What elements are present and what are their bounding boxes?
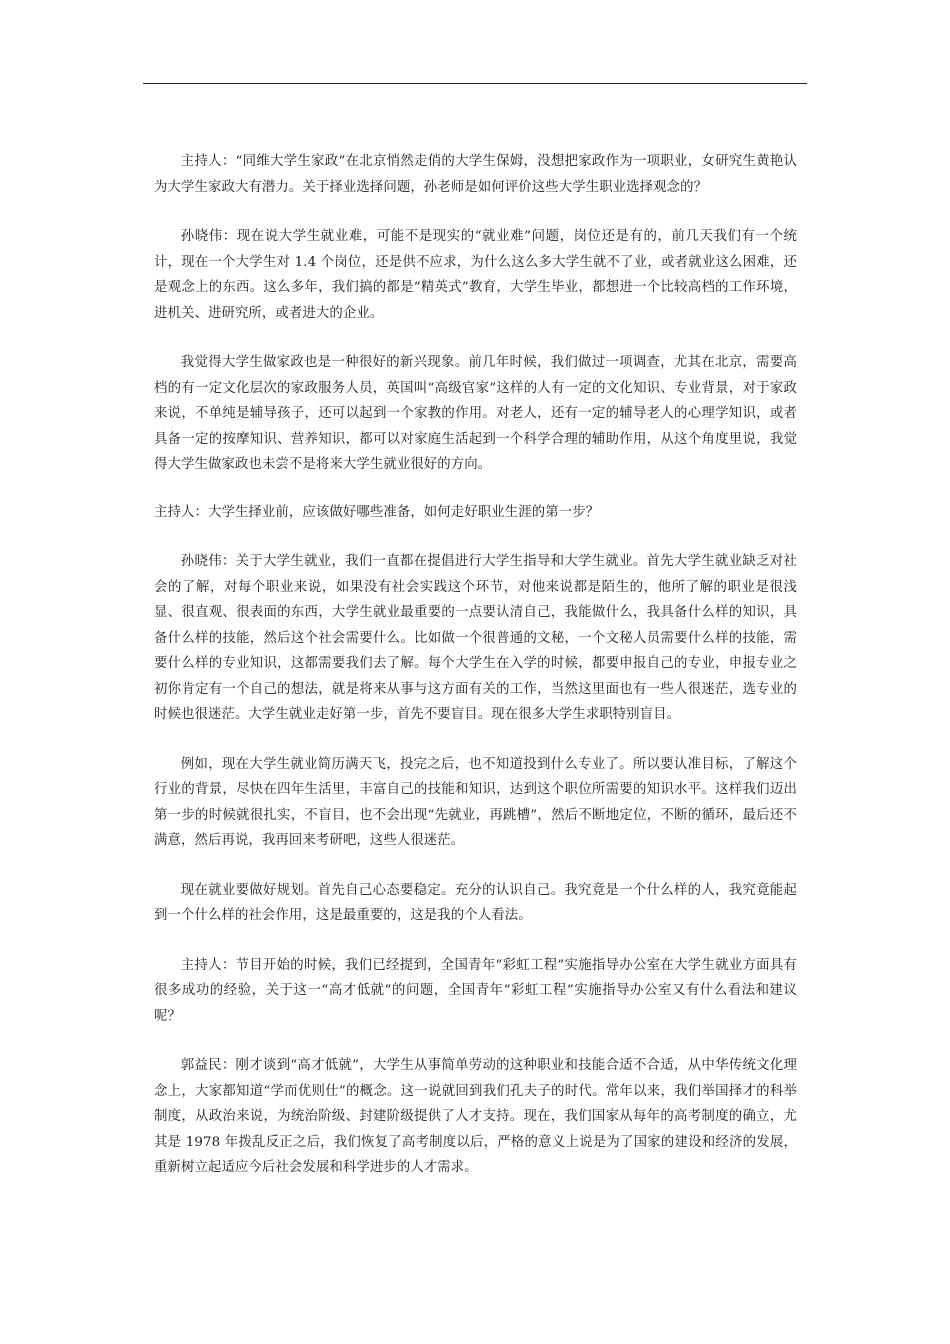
paragraph-host-question-2: 主持人：大学生择业前，应该做好哪些准备，如何走好职业生涯的第一步？ <box>154 504 600 520</box>
paragraph-guo-answer-1: 郭益民：刚才谈到“高才低就”，大学生从事简单劳动的这种职业和技能合适不合适，从中华传统文化理念上，大家都知道“学而优则仕”的概念。这一说就回到我们孔夫子的时代。常年以来，我们举国择才的科举制度，从政治来说，为统治阶级、封建阶级提供了人才支持。现在，我们国家从每年的高考制度的确立，尤其是 1978 年拨乱反正之后，我们恢复了高考制度以后，严格的意义上说是为了国家的建设和经济的发展，重新树立起适应今后社会发展和科学进步的人才需求。 <box>154 1058 797 1175</box>
paragraph-host-question-1: 主持人：“同维大学生家政”在北京悄然走俏的大学生保姆，没想把家政作为一项职业，女研究生黄艳认为大学生家政大有潜力。关于择业选择问题，孙老师是如何评价这些大学生职业选择观念的？ <box>154 154 797 195</box>
paragraph-host-question-3: 主持人：节目开始的时候，我们已经提到，全国青年“彩虹工程”实施指导办公室在大学生就业方面具有很多成功的经验，关于这一“高才低就”的问题，全国青年“彩虹工程”实施指导办公室又有什么看法和建议呢？ <box>154 957 797 1024</box>
paragraph-sun-answer-4: 例如，现在大学生就业简历满天飞，投完之后，也不知道投到什么专业了。所以要认准目标，了解这个行业的背景，尽快在四年生活里，丰富自己的技能和知识，达到这个职位所需要的知识水平。这样我们迈出第一步的时候就很扎实，不盲目，也不会出现“先就业，再跳槽”，然后不断地定位，不断的循环，最后还不满意，然后再说，我再回来考研吧，这些人很迷茫。 <box>154 756 797 848</box>
document-body <box>154 149 797 1181</box>
paragraph-sun-answer-3: 孙晓伟：关于大学生就业，我们一直都在提倡进行大学生指导和大学生就业。首先大学生就业缺乏对社会的了解，对每个职业来说，如果没有社会实践这个环节，对他来说都是陌生的，他所了解的职业是很浅显、很直观、很表面的东西，大学生就业最重要的一点要认清自己，我能做什么，我具备什么样的知识，具备什么样的技能，然后这个社会需要什么。比如做一个很普通的文秘，一个文秘人员需要什么样的技能，需要什么样的专业知识，这都需要我们去了解。每个大学生在入学的时候，都要申报自己的专业，申报专业之初你肯定有一个自己的想法，就是将来从事与这方面有关的工作，当然这里面也有一些人很迷茫，选专业的时候也很迷茫。大学生就业走好第一步，首先不要盲目。现在很多大学生求职特别盲目。 <box>154 554 797 722</box>
paragraph-sun-answer-1: 孙晓伟：现在说大学生就业难，可能不是现实的“就业难”问题，岗位还是有的，前几天我们有一个统计，现在一个大学生对 1.4 个岗位，还是供不应求，为什么这么多大学生就不了业，或者就业这么困难，还是观念上的东西。这么多年，我们搞的都是“精英式”教育，大学生毕业，都想进一个比较高档的工作环境，进机关、进研究所，或者进大的企业。 <box>154 229 797 321</box>
paragraph-sun-answer-5: 现在就业要做好规划。首先自己心态要稳定。充分的认识自己。我究竟是一个什么样的人，我究竟能起到一个什么样的社会作用，这是最重要的，这是我的个人看法。 <box>154 882 797 923</box>
paragraph-sun-answer-2: 我觉得大学生做家政也是一种很好的新兴现象。前几年时候，我们做过一项调查，尤其在北京，需要高档的有一定文化层次的家政服务人员，英国叫“高级官家”这样的人有一定的文化知识、专业背景，对于家政来说，不单纯是辅导孩子，还可以起到一个家教的作用。对老人，还有一定的辅导老人的心理学知识，或者具备一定的按摩知识、营养知识，都可以对家庭生活起到一个科学合理的辅助作用，从这个角度里说，我觉得大学生做家政也未尝不是将来大学生就业很好的方向。 <box>154 355 797 472</box>
header-divider <box>143 83 807 84</box>
